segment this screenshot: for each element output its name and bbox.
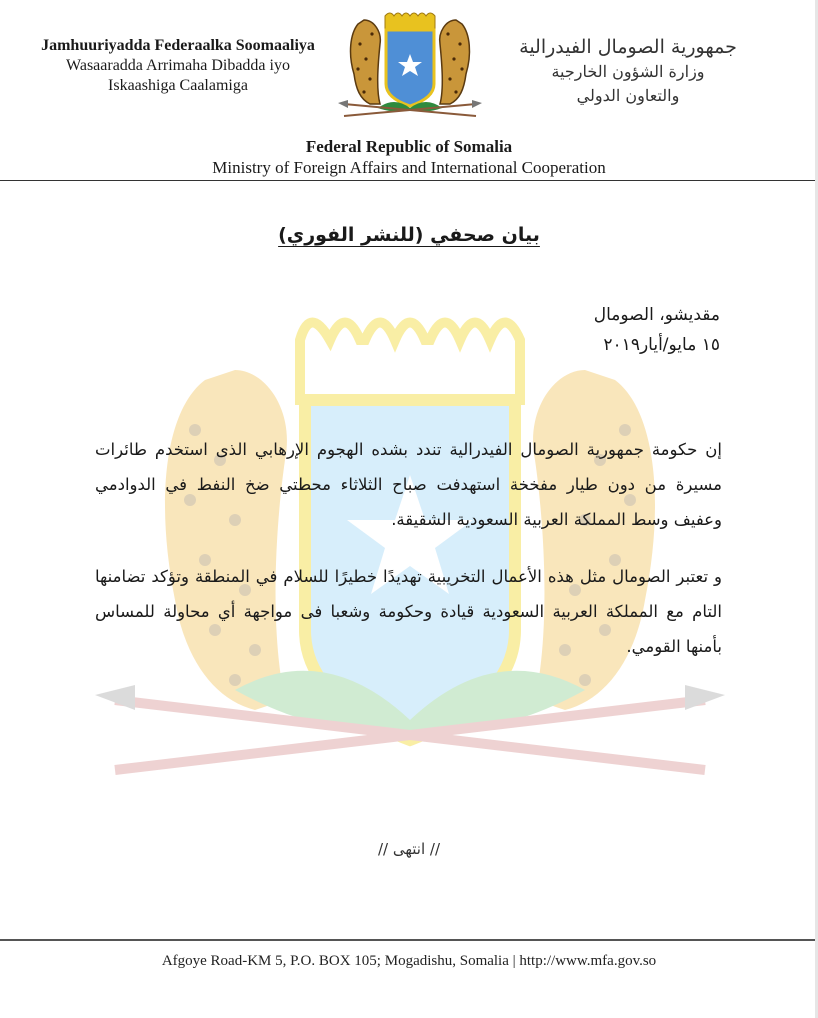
header-somali-line2: Wasaaradda Arrimaha Dibadda iyo bbox=[66, 57, 290, 74]
paragraph-2: و تعتبر الصومال مثل هذه الأعمال التخريبية تهديدًا خطيرًا للسلام في المنطقة وتؤكد تضامنها التام مع المملكة العربية السعودية قيادة وحكومة وشعبا فى مواجهة أي محاولة للمساس بأمنها القومي. bbox=[95, 567, 722, 656]
header-english-line2: Ministry of Foreign Affairs and International Cooperation bbox=[212, 158, 606, 177]
end-mark: // انتهى // bbox=[377, 840, 441, 858]
header-arabic-line1: جمهورية الصومال الفيدرالية bbox=[519, 36, 737, 58]
header-english-line1: Federal Republic of Somalia bbox=[305, 137, 513, 156]
header-arabic-line2: وزارة الشؤون الخارجية bbox=[551, 62, 705, 81]
header-somali bbox=[28, 36, 328, 96]
header-arabic-line3: والتعاون الدولي bbox=[576, 86, 680, 105]
leopard-right-icon bbox=[440, 20, 470, 104]
paragraph-1: إن حكومة جمهورية الصومال الفيدرالية تندد بشده الهجوم الإرهابي الذى استخدم طائرات مسيرة من دون طيار مفخخة استهدفت صباح الثلاثاء محطتي ضخ النفط في الدوادمي وعفيف وسط المملكة العربية السعودية الشقيقة. bbox=[95, 440, 722, 529]
coat-of-arms-icon bbox=[330, 4, 490, 122]
header-somali-line3: Iskaashiga Caalamiga bbox=[108, 77, 248, 94]
footer-address: Afgoye Road-KM 5, P.O. BOX 105; Mogadishu, Somalia | http://www.mfa.gov.so bbox=[161, 953, 657, 969]
document-title: بيان صحفي (للنشر الفوري) bbox=[278, 224, 540, 246]
header-english bbox=[0, 137, 818, 179]
leopard-left-icon bbox=[351, 20, 381, 104]
date: ١٥ مايو/أيار٢٠١٩ bbox=[603, 335, 720, 355]
header-somali-line1: Jamhuuriyadda Federaalka Soomaaliya bbox=[41, 37, 315, 54]
header-divider bbox=[0, 180, 815, 181]
place: مقديشو، الصومال bbox=[593, 305, 720, 325]
place-date-block bbox=[594, 300, 720, 360]
footer-divider bbox=[0, 939, 815, 941]
header-arabic bbox=[468, 34, 788, 108]
